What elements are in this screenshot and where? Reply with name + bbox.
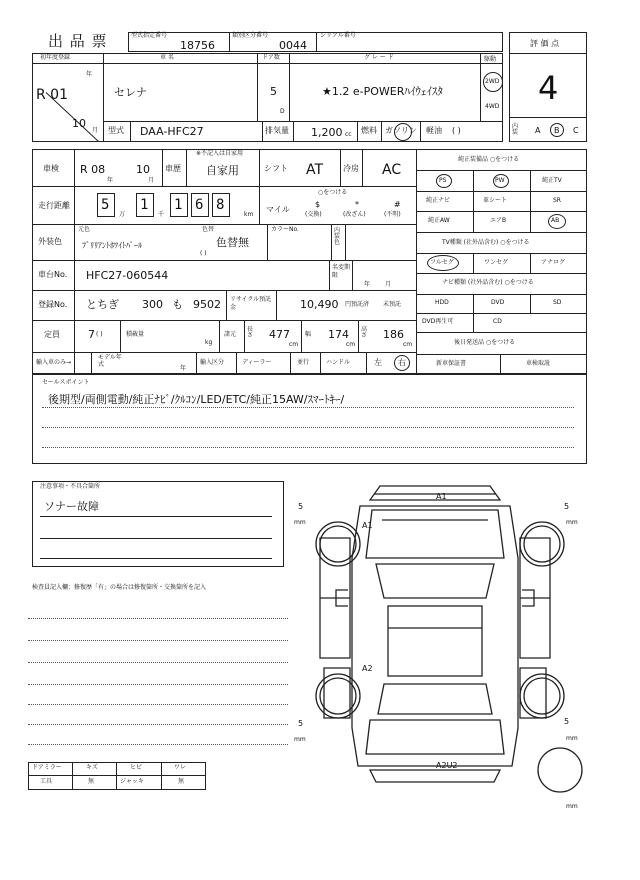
shaken-month: 10 [136, 163, 150, 176]
equip-pw: PW [495, 177, 505, 184]
length-label: 長さ [247, 326, 254, 339]
width-unit: cm [346, 341, 356, 348]
paint-value: 色替無 [216, 236, 249, 249]
mileage-option-mile: マイル [266, 205, 290, 214]
damage-mark: A2 [362, 664, 373, 673]
shift-label: シフト [264, 164, 288, 173]
equip-airbag: エアB [490, 217, 507, 224]
mileage-label: 走行距離 [38, 201, 70, 210]
tread-unit: mm [294, 519, 306, 526]
recycle-unpaid: 未預託 [383, 301, 402, 308]
car-damage-diagram [290, 478, 600, 808]
mileage-digit: 1 [174, 197, 183, 213]
height-value: 186 [383, 328, 404, 341]
grade-label: グ レ ー ド [364, 54, 394, 61]
equip-ab: AB [551, 217, 560, 224]
color-label: 外装色 [38, 237, 62, 246]
plate-pref: とちぎ [86, 298, 119, 311]
mileage-option-exchange-desc: (交換) [305, 211, 322, 218]
model-year-label: モデル年式 [98, 354, 122, 368]
height-unit: cm [403, 341, 413, 348]
category-label: 類別区分番号 [232, 32, 269, 39]
fuel-diesel: 軽油 [426, 126, 442, 135]
usage-label: 車歴 [165, 164, 181, 173]
plate-label: 登録No. [38, 300, 68, 309]
mileage-digit: 1 [140, 197, 149, 213]
notes-box [32, 481, 284, 567]
height-label: 高さ [361, 326, 368, 339]
score-value: 4 [538, 69, 559, 107]
equipment-title: 純正装備品 ○をつける [458, 156, 520, 163]
tv-analog: アナログ [541, 259, 566, 266]
acc-value: 無 [88, 778, 95, 785]
displacement-label: 排気量 [265, 126, 289, 135]
handle-label: ハンドル [326, 359, 351, 366]
interior-b: B [554, 126, 560, 135]
tread-front-left: 5 [298, 502, 304, 511]
shaken-month-mark: 月 [148, 177, 155, 184]
equip-sr: SR [553, 197, 561, 204]
length-value: 477 [269, 328, 290, 341]
load-label: 積載量 [126, 331, 145, 338]
doors-label: ドア数 [262, 54, 280, 61]
notes-title: 注意事項・不具合箇所 [40, 483, 101, 490]
interior-c: C [573, 126, 579, 135]
paint-label: 色替 [202, 226, 215, 233]
page-title: 出 品 票 [48, 32, 108, 50]
fuel-label: 燃料 [361, 126, 377, 135]
mileage-man: 万 [119, 211, 126, 218]
shaken-era: R 08 [80, 163, 106, 176]
navi-dvd: DVD [491, 299, 505, 306]
equip-navi: 純正ナビ [426, 197, 451, 204]
import-parallel: 並行 [297, 359, 310, 366]
navi-sd: SD [553, 299, 562, 306]
first-reg-era: R 01 [36, 87, 68, 103]
navi-hdd: HDD [435, 299, 449, 306]
first-reg-month: 10 [72, 117, 86, 130]
acc-header: ドアミラー [32, 764, 62, 771]
length-unit: cm [289, 341, 299, 348]
model-label: 型式 [108, 126, 124, 135]
mileage-option-exchange: $ [315, 200, 321, 209]
sales-text: 後期型/両側電動/純正ﾅﾋﾞ/ｸﾙｺﾝ/LED/ETC/純正15AW/ｽﾏｰﾄｷｰ/ [48, 393, 345, 406]
tread-front-right: 5 [564, 502, 570, 511]
tv-oneseg: ワンセグ [484, 259, 509, 266]
notes-text: ソナー故障 [44, 500, 99, 513]
later-manual: 車検取説 [526, 360, 551, 367]
mileage-digit: 8 [216, 197, 225, 213]
damage-mark: A1 [362, 521, 373, 530]
ac-value: AC [382, 162, 402, 178]
ac-label: 冷房 [343, 164, 359, 173]
plate-class: 300 [142, 298, 163, 311]
capacity-value: 7 [88, 328, 95, 341]
interior-color-label: 内装色 [334, 227, 341, 246]
sales-label: セールスポイント [42, 379, 90, 386]
interior-label: 内装 [512, 123, 519, 136]
grade-value: ★1.2 e-POWERﾊｲｳｪｲｽﾀ [322, 85, 443, 98]
tv-fullseg: フルセグ [430, 259, 454, 266]
category-value: 0044 [279, 39, 307, 52]
acc-header: ヒビ [130, 764, 143, 771]
inspector-label: 検査員記入欄：修復歴「有」の場合は修復箇所・交換箇所を記入 [32, 584, 207, 591]
acc-header: ワレ [174, 764, 187, 771]
first-reg-month-mark: 月 [92, 127, 99, 134]
equip-tv: 純正TV [542, 177, 562, 184]
recycle-label: リサイクル預託金 [230, 296, 272, 311]
serial-label: シリアル番号 [320, 32, 356, 39]
shaken-label: 車検 [43, 164, 59, 173]
chassis-label: 車台No. [38, 270, 68, 279]
tread-unit: mm [566, 519, 578, 526]
tv-title: TV種類 (社外品含む) ○をつける [442, 239, 530, 246]
tread-unit: mm [294, 736, 306, 743]
mileage-digit: 6 [195, 197, 204, 213]
import-label: 輸入車のみ→ [36, 359, 72, 366]
usage-note: ※不記入は自家用 [196, 150, 244, 157]
plate-number: 9502 [193, 298, 221, 311]
width-value: 174 [328, 328, 349, 341]
tread-unit: mm [566, 803, 578, 810]
mileage-option-tamper: * [355, 200, 359, 209]
equip-leather: 革シート [483, 197, 508, 204]
fuel-paren: ( ) [452, 126, 461, 135]
equip-aw: 純正AW [428, 217, 450, 224]
plate-kana: も [172, 298, 183, 311]
acc-value: ジャッキ [120, 778, 144, 785]
model-year-nen: 年 [180, 365, 187, 372]
tread-rear-left: 5 [298, 719, 304, 728]
navi-dvd-play: DVD再生可 [422, 318, 454, 325]
handle-left: 左 [374, 358, 382, 367]
handle-right: 右 [398, 358, 406, 367]
first-reg-year-mark: 年 [86, 71, 93, 78]
recycle-unit: 円預託済 [345, 301, 370, 308]
navi-title: ナビ種類 (社外品含む) ○をつける [442, 279, 534, 286]
model-value: DAA-HFC27 [140, 125, 204, 138]
navi-cd: CD [493, 318, 502, 325]
chassis-value: HFC27-060544 [86, 269, 169, 282]
first-reg-label: 初年度登録 [40, 54, 71, 61]
usage-value: 自家用 [206, 164, 239, 177]
paint-paren: ( ) [200, 250, 207, 257]
displacement-value: 1,200 [311, 126, 343, 139]
acc-value: 無 [178, 778, 185, 785]
mileage-sen: 千 [158, 211, 165, 218]
damage-mark: A1 [436, 492, 447, 501]
import-dealer: ディーラー [242, 359, 272, 366]
drive-label: 駆動 [484, 56, 497, 63]
type-approval-value: 18756 [180, 39, 215, 52]
mileage-mark-title: ○をつける [318, 189, 348, 196]
damage-mark: A2U2 [436, 761, 458, 770]
orig-color-label: 元色 [78, 226, 91, 233]
displacement-unit: cc [345, 131, 352, 138]
name-change-label: 名変期限 [332, 264, 351, 279]
recycle-amount: 10,490 [300, 298, 339, 311]
car-name-label: 車 名 [160, 54, 174, 61]
doors-sub: D [280, 108, 285, 115]
drive-4wd: 4WD [485, 103, 500, 110]
tread-rear-right: 5 [564, 717, 570, 726]
capacity-label: 定員 [44, 330, 60, 339]
import-class-label: 輸入区分 [200, 359, 225, 366]
dims-label: 諸元 [224, 331, 237, 338]
width-label: 幅 [305, 331, 312, 338]
type-approval-label: 型式指定番号 [131, 32, 168, 39]
acc-header: キズ [86, 764, 98, 771]
orig-color-value: ﾌﾞﾘﾘｱﾝﾄﾎﾜｲﾄﾊﾟｰﾙ [82, 241, 142, 250]
shaken-year-mark: 年 [107, 177, 114, 184]
nc-month-mark: 月 [385, 281, 392, 288]
capacity-unit: ( ) [96, 331, 103, 338]
car-name: セレナ [114, 86, 147, 99]
later-warranty: 新車保証書 [436, 360, 467, 367]
drive-2wd: 2WD [485, 78, 500, 85]
mileage-unit: km [244, 211, 254, 218]
color-no-label: カラーNo. [271, 226, 299, 233]
fuel-gas: ガソリン [385, 126, 417, 135]
interior-a: A [535, 126, 541, 135]
mileage-option-unknown: # [394, 200, 401, 209]
tread-unit: mm [566, 735, 578, 742]
equip-ps: PS [439, 177, 447, 184]
acc-value: 工具 [40, 778, 53, 785]
load-unit: kg [205, 339, 213, 346]
sales-box [32, 374, 587, 464]
nc-year-mark: 年 [364, 281, 371, 288]
later-title: 後日発送品 ○をつける [454, 339, 516, 346]
mileage-option-unknown-desc: (不明) [384, 211, 401, 218]
score-label: 評 価 点 [530, 39, 560, 48]
mileage-option-tamper-desc: (改ざん) [343, 211, 366, 218]
doors-value: 5 [270, 85, 277, 98]
shift-value: AT [306, 162, 324, 178]
mileage-digit: 5 [101, 197, 110, 213]
